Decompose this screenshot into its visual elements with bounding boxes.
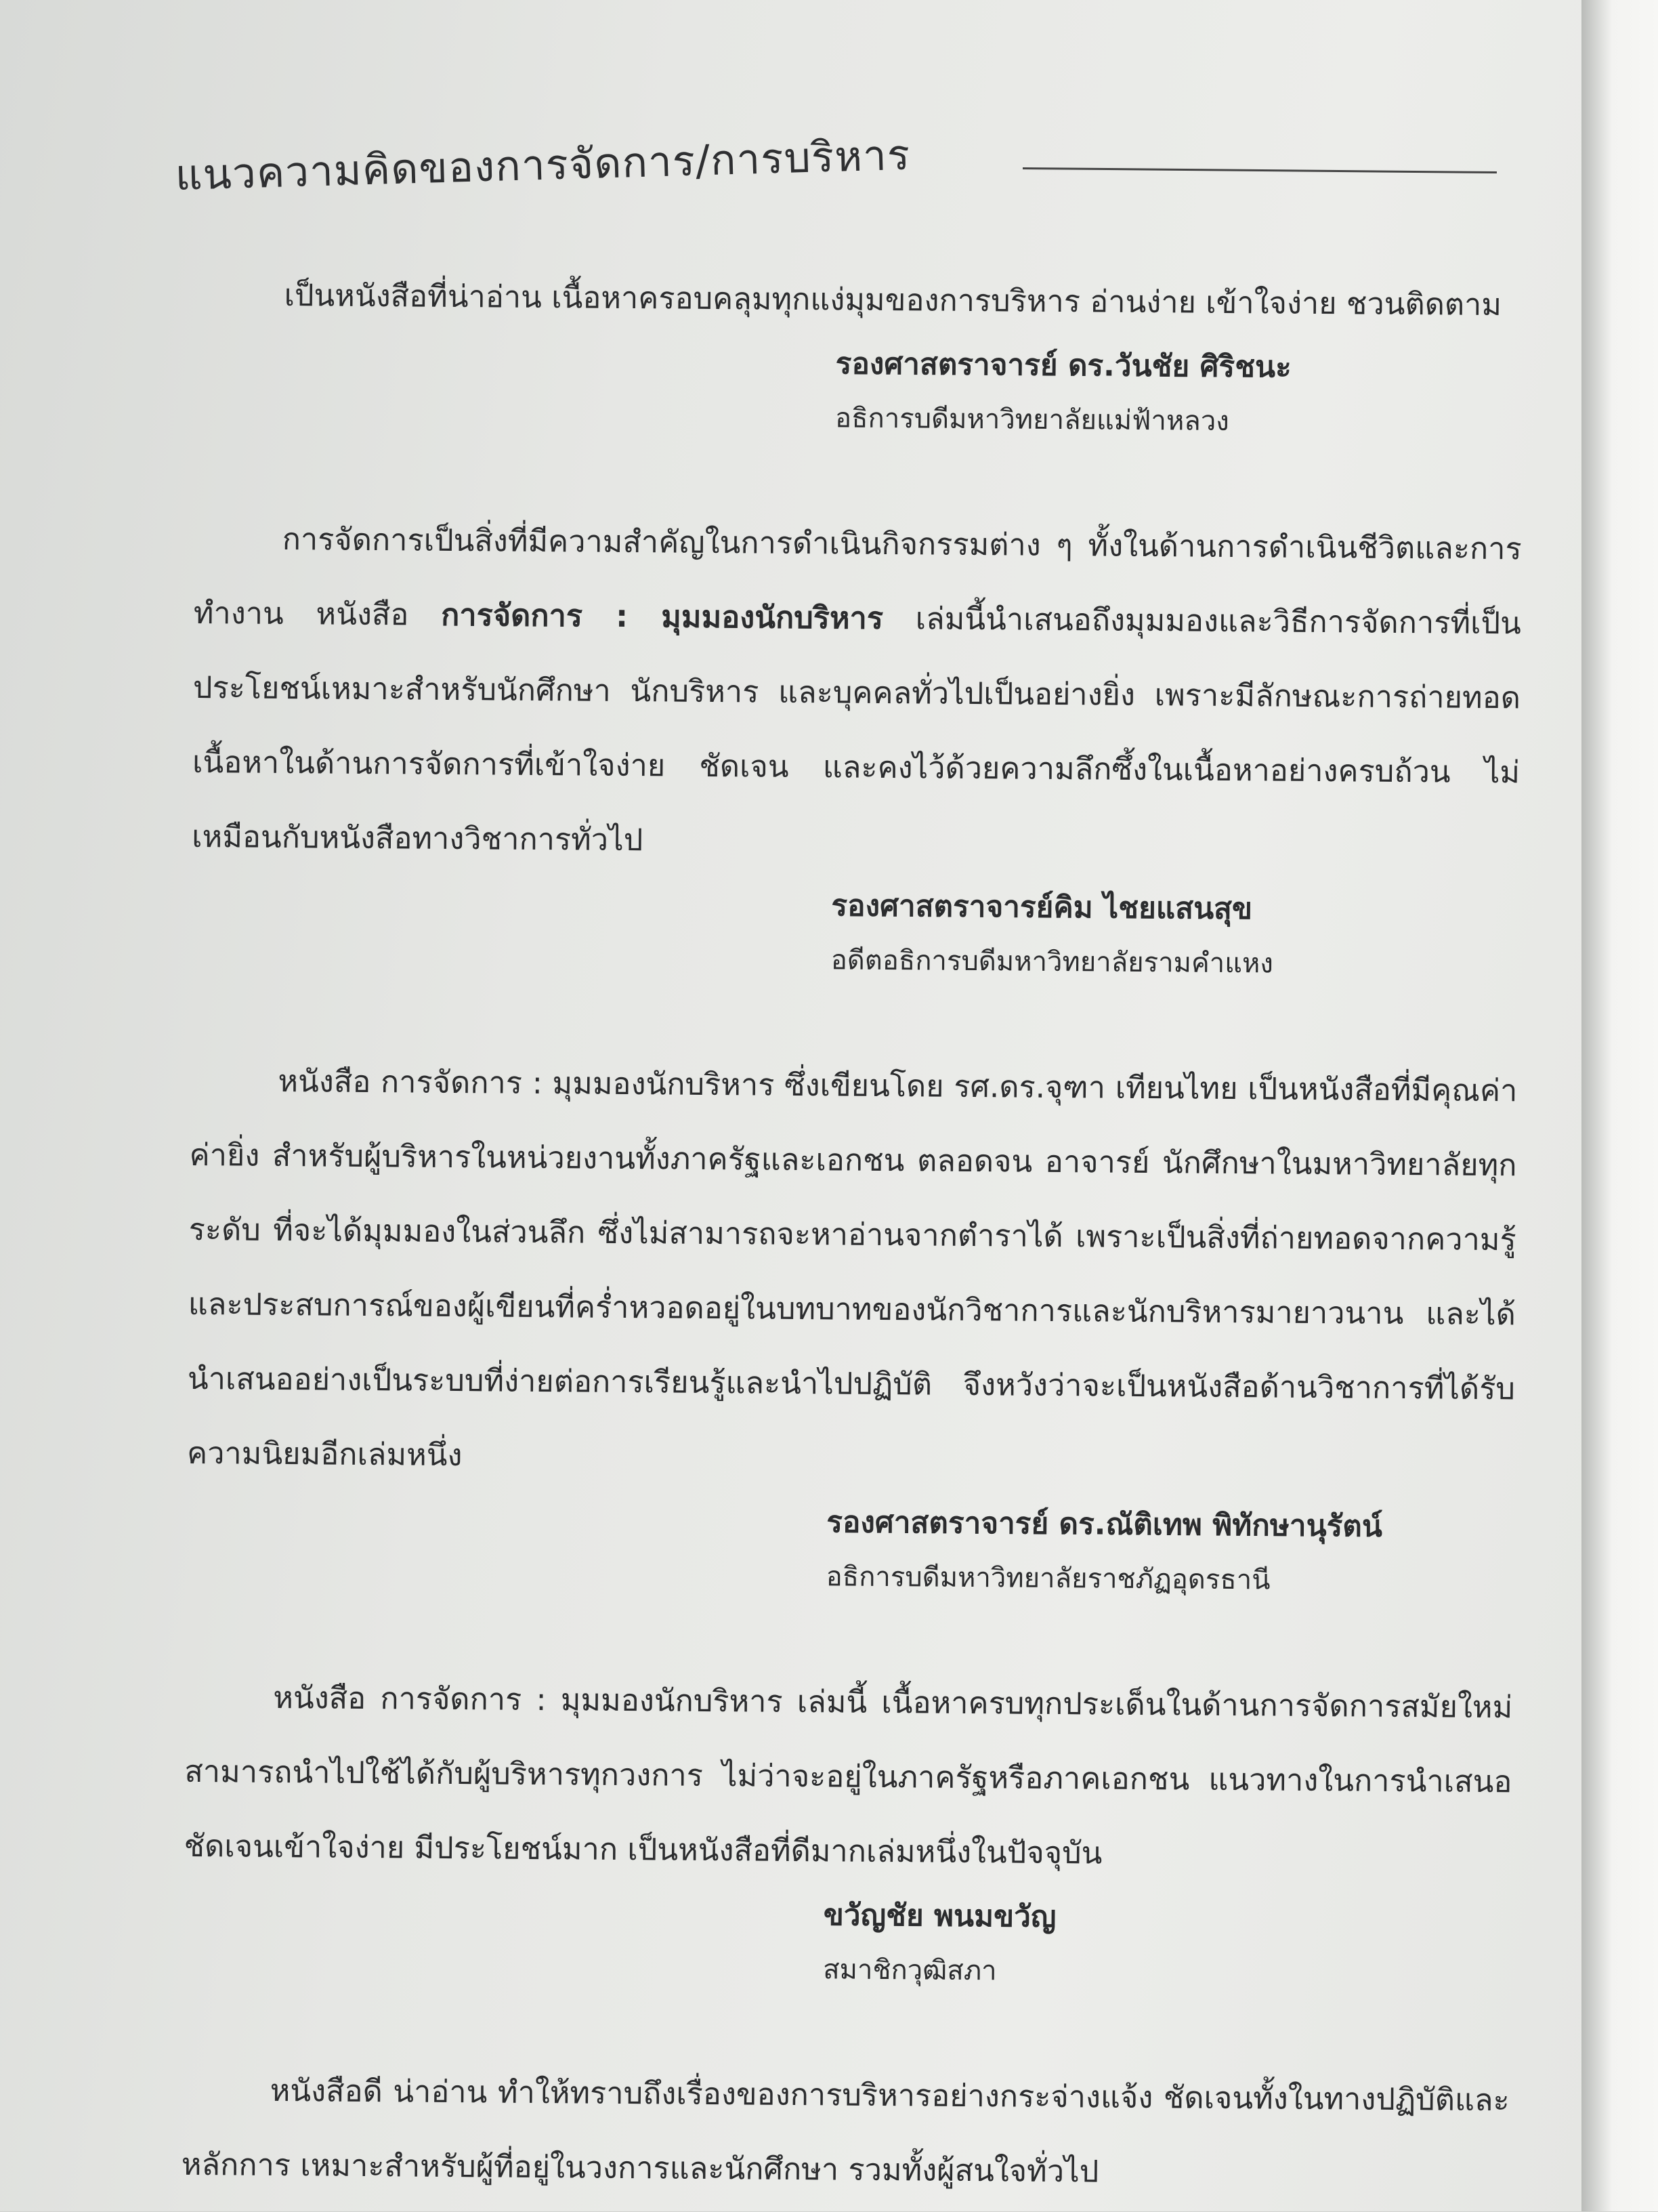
endorsement-text: หนังสือ การจัดการ : มุมมองนักบริหาร ซึ่งเขียนโดย รศ.ดร.จุฑา เทียนไทย เป็นหนังสือที่มีคุณค่าค่ายิ่ง สำหรับผู้บริหารในหน่วยงานทั้งภาครัฐและเอกชน ตลอดจน อาจารย์ นักศึกษาในมหาวิทยาลัยทุกระดับ ที่จะได้มุมมองในส่วนลึก ซึ่งไม่สามารถจะหาอ่านจากตำราได้ เพราะเป็นสิ่งที่ถ่ายทอดจากความรู้และประสบการณ์ของผู้เขียนที่คร่ำหวอดอยู่ในบทบาทของนักวิชาการและนักบริหารมายาวนาน และได้นำเสนออย่างเป็นระบบที่ง่ายต่อการเรียนรู้และนำไปปฏิบัติ จึงหวังว่าจะเป็นหนังสือด้านวิชาการที่ได้รับความนิยมอีกเล่มหนึ่ง [186, 1062, 1518, 1474]
signature-block [823, 1888, 1511, 2002]
endorsement-list [181, 257, 1523, 2212]
endorser-role: สมาชิกวุฒิสภา [822, 1954, 997, 1987]
section-gap [182, 1992, 1510, 2063]
endorsement-1 [195, 257, 1524, 451]
header-rule [1023, 167, 1497, 173]
signature-block [835, 337, 1523, 451]
page-header [176, 129, 1497, 230]
endorser-name: ขวัญชัย พนมขวัญ [823, 1898, 1057, 1935]
book-title: การจัดการ : มุมมองนักบริหาร [440, 596, 884, 636]
signature-block [826, 1495, 1514, 1609]
endorser-name: รองศาสตราจารย์ ดร.ณัติเทพ พิทักษานุรัตน์ [826, 1505, 1383, 1544]
endorsement-text: เป็นหนังสือที่น่าอ่าน เนื้อหาครอบคลุมทุกแง่มุมของการบริหาร อ่านง่าย เข้าใจง่าย ชวนติดตาม [284, 277, 1502, 323]
chapter-title: แนวความคิดของการจัดการ/การบริหาร [174, 129, 912, 201]
endorsement-2 [191, 501, 1523, 993]
endorser-role: อธิการบดีมหาวิทยาลัยราชภัฏอุดรธานี [826, 1561, 1271, 1596]
signature-block [831, 879, 1519, 993]
endorser-role: อธิการบดีมหาวิทยาลัยแม่ฟ้าหลวง [834, 402, 1229, 437]
text-after: เล่มนี้นำเสนอถึงมุมมองและวิธีการจัดการที่เป็นประโยชน์เหมาะสำหรับนักศึกษา นักบริหาร และบุคคลทั่วไปเป็นอย่างยิ่ง เพราะมีลักษณะการถ่ายทอดเนื้อหาในด้านการจัดการที่เข้าใจง่าย ชัดเจน และคงไว้ด้วยความลึกซึ้งในเนื้อหาอย่างครบถ้วน ไม่เหมือนกับหนังสือทางวิชาการทั่วไป [192, 600, 1522, 858]
endorser-name: รองศาสตราจารย์ ดร.วันชัย ศิริชนะ [835, 346, 1292, 385]
endorsement-4 [183, 1660, 1513, 2002]
endorser-name: รองศาสตราจารย์คิม ไชยแสนสุข [831, 888, 1253, 927]
endorsement-text [192, 501, 1522, 884]
endorsement-text: หนังสือ การจัดการ : มุมมองนักบริหาร เล่มนี้ เนื้อหาครบทุกประเด็นในด้านการจัดการสมัยใหม่ สามารถนำไปใช้ได้กับผู้บริหารทุกวงการ ไม่ว่าจะอยู่ในภาครัฐหรือภาคเอกชน แนวทางในการนำเสนอ ชัดเจนเข้าใจง่าย มีประโยชน์มาก เป็นหนังสือที่ดีมากเล่มหนึ่งในปัจจุบัน [184, 1679, 1513, 1871]
endorsement-5 [181, 2053, 1510, 2212]
adjacent-page-edge [1581, 0, 1658, 2211]
endorsement-text: หนังสือดี น่าอ่าน ทำให้ทราบถึงเรื่องของการบริหารอย่างกระจ่างแจ้ง ชัดเจนทั้งในทางปฏิบัติและหลักการ เหมาะสำหรับผู้ที่อยู่ในวงการและนักศึกษา รวมทั้งผู้สนใจทั่วไป [181, 2072, 1510, 2190]
section-gap [186, 1599, 1514, 1670]
endorsement-3 [186, 1043, 1517, 1609]
endorser-role: อดีตอธิการบดีมหาวิทยาลัยรามคำแหง [830, 944, 1274, 980]
section-gap [190, 982, 1518, 1053]
section-gap [194, 440, 1523, 512]
text-before: การจัดการเป็นสิ่งที่มีความสำคัญในการดำเนินกิจกรรมต่าง ๆ ทั้งในด้านการดำเนินชีวิตและการทำงาน หนังสือ [193, 521, 1522, 633]
